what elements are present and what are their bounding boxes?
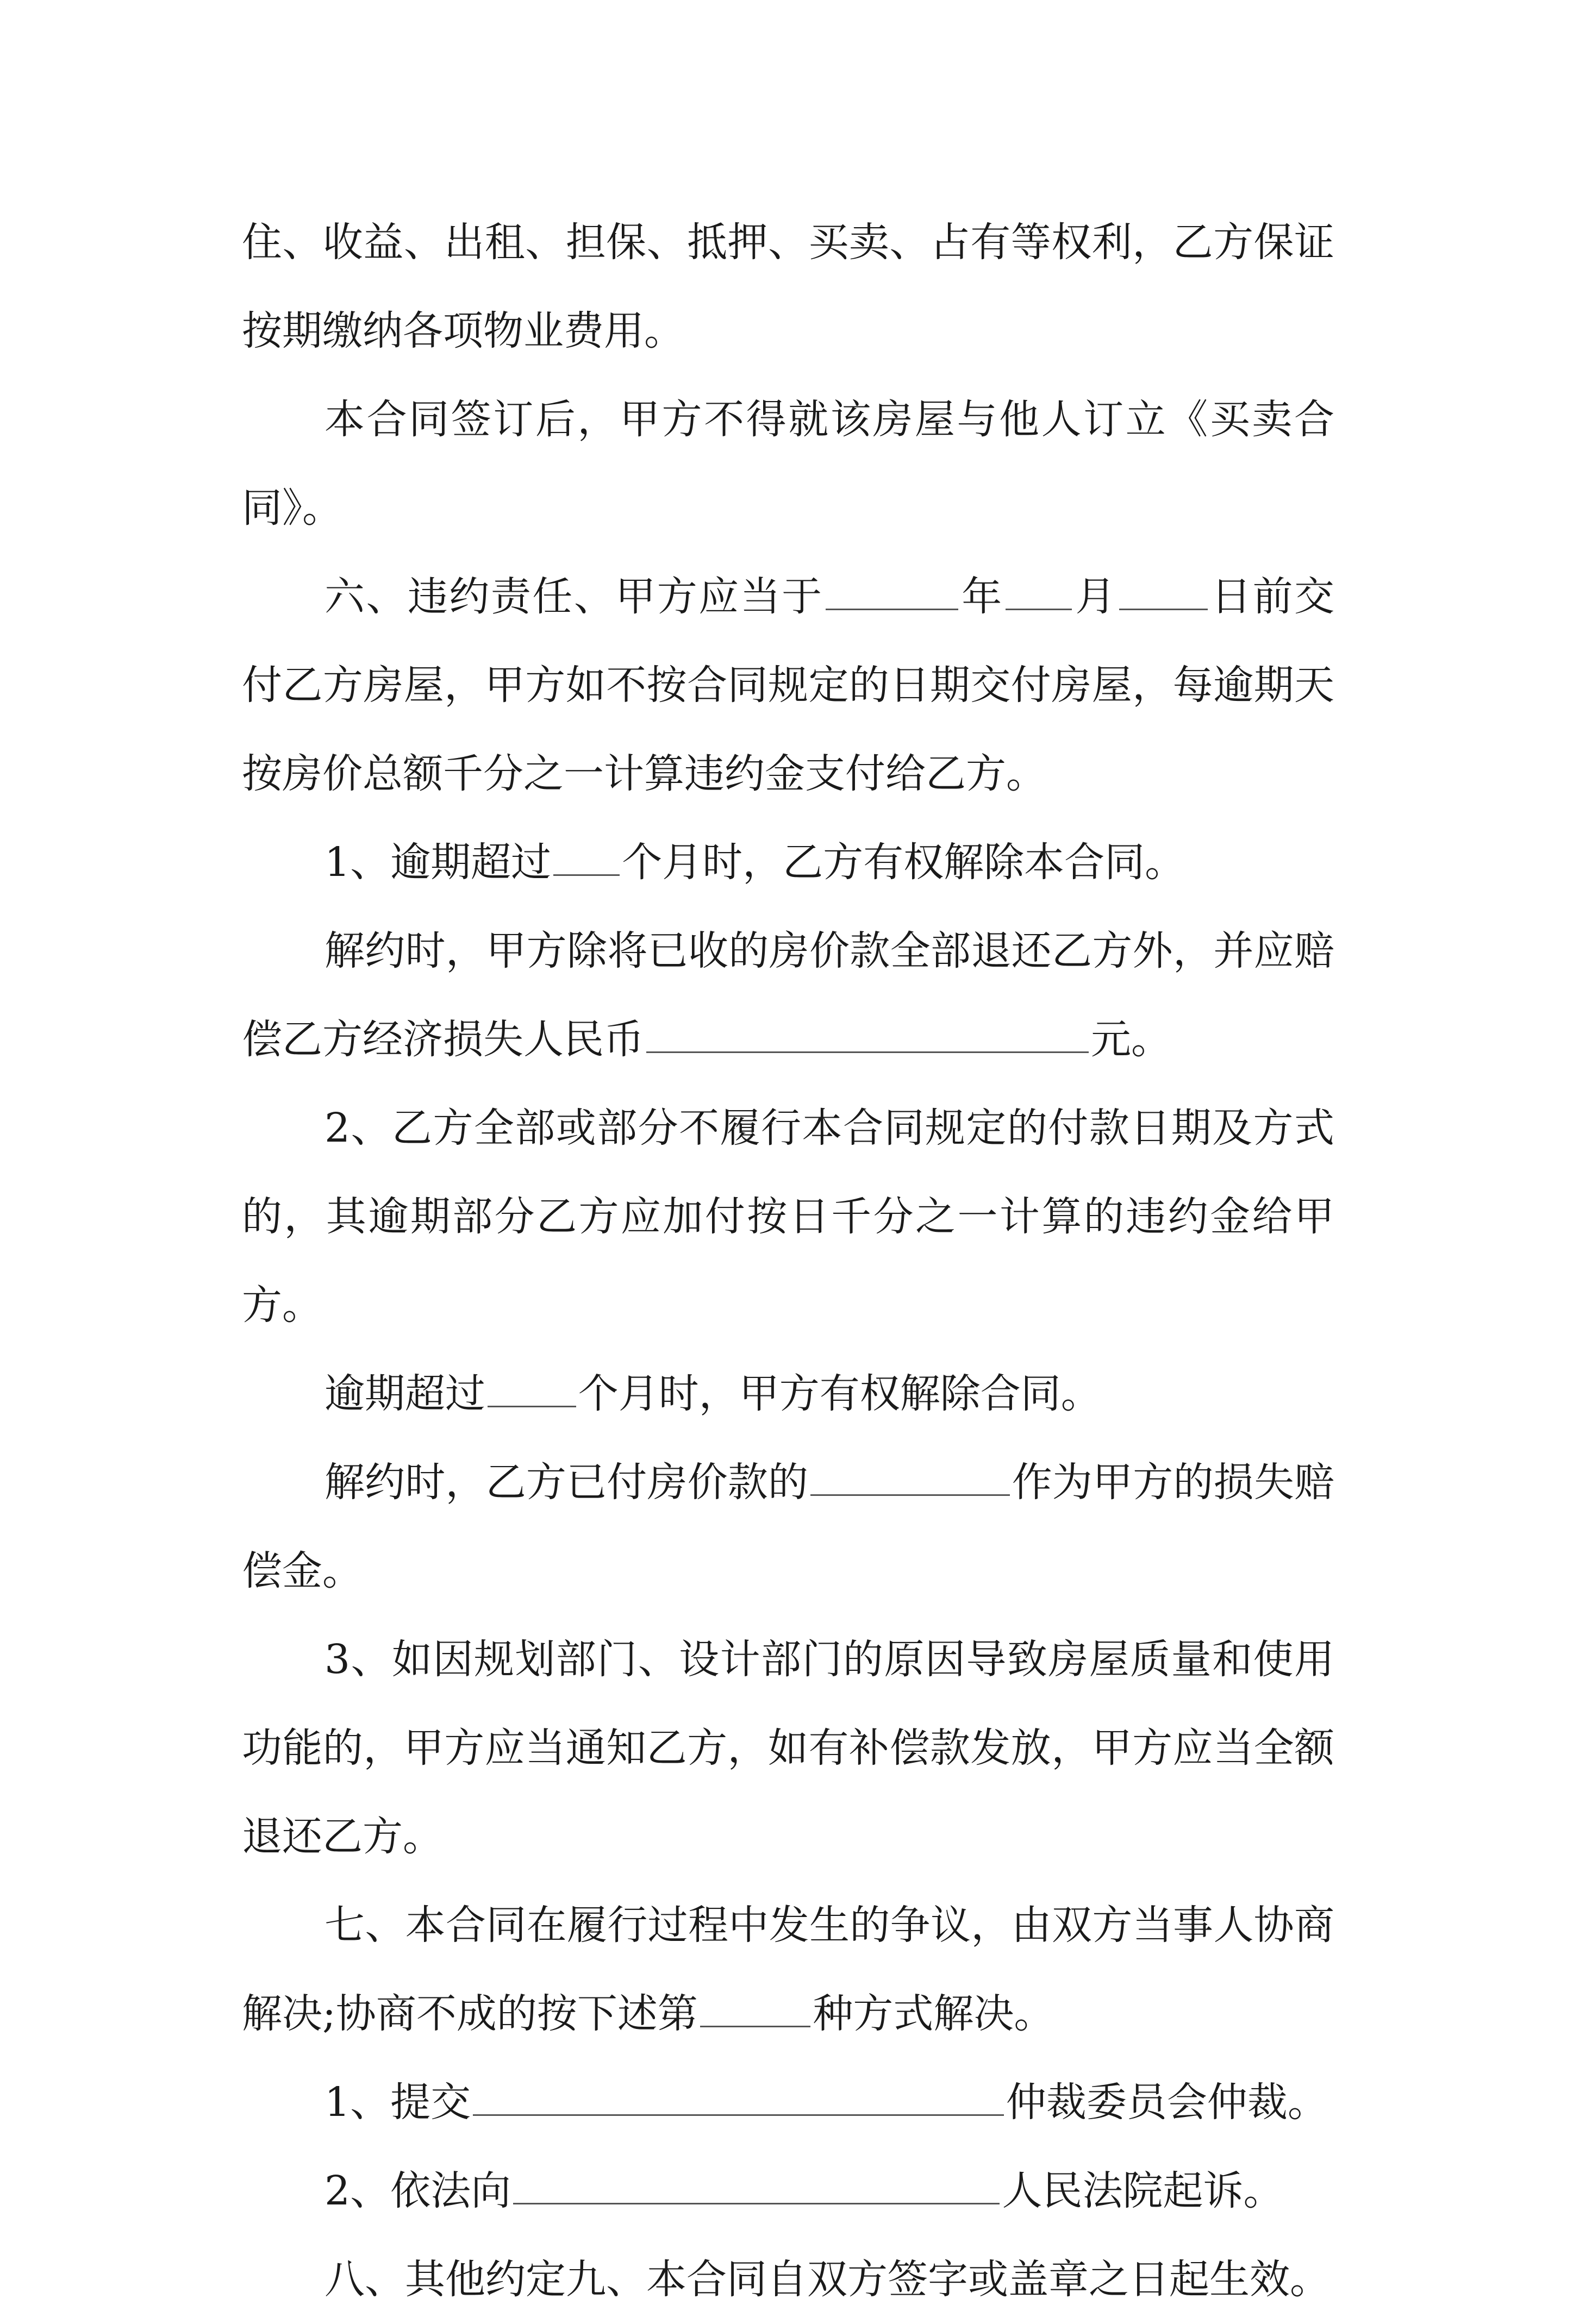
paragraph-text: 本合同签订后，甲方不得就该房屋与他人订立《买卖合同》。 [242,396,1334,531]
contract-paragraph [242,1881,1334,2058]
paragraph-text: 月 [1073,573,1117,620]
paragraph-text: 作为甲方的损失赔偿金。 [242,1459,1335,1594]
paragraph-text: 种方式解决。 [813,1990,1054,2037]
paragraph-text: 1、逾期超过 [324,839,552,886]
contract-paragraph [242,2147,1334,2235]
contract-paragraph [242,818,1334,907]
paragraph-text: 2、依法向 [324,2168,511,2214]
paragraph-text: 八、其他约定九、本合同自双方签字或盖章之日起生效。 [324,2256,1330,2303]
fill-in-blank [488,1370,576,1407]
contract-paragraph [242,2058,1334,2147]
paragraph-text: 年 [960,573,1003,620]
fill-in-blank [700,1990,811,2027]
contract-paragraph [242,1084,1334,1350]
paragraph-text: 日前交付乙方房屋，甲方如不按合同规定的日期交付房屋，每逾期天按房价总额千分之一计算违约金支付给乙方。 [242,573,1335,797]
fill-in-blank [553,838,620,876]
contract-paragraph [242,907,1334,1084]
document-body [242,198,1334,2324]
paragraph-text: 个月时，甲方有权解除合同。 [578,1370,1101,1417]
contract-paragraph [242,198,1334,375]
paragraph-text: 2、乙方全部或部分不履行本合同规定的付款日期及方式的，其逾期部分乙方应加付按日千分之一计算的违约金给甲方。 [242,1105,1334,1329]
contract-paragraph [242,1438,1334,1615]
paragraph-text: 1、提交 [324,2079,471,2126]
paragraph-text: 逾期超过 [324,1370,485,1417]
contract-paragraph [242,1350,1334,1438]
contract-paragraph [242,375,1334,553]
paragraph-text: 六、违约责任、甲方应当于 [324,573,823,620]
paragraph-text: 七、本合同在履行过程中发生的争议，由双方当事人协商解决;协商不成的按下述第 [242,1902,1334,2037]
fill-in-blank [826,573,958,610]
contract-paragraph [242,1615,1334,1881]
paragraph-text: 元。 [1091,1016,1171,1063]
paragraph-text: 仲裁委员会仲裁。 [1006,2079,1328,2126]
fill-in-blank [513,2167,1000,2204]
paragraph-text: 个月时，乙方有权解除本合同。 [622,839,1185,886]
fill-in-blank [1006,573,1072,610]
contract-paragraph [242,553,1334,818]
paragraph-text: 人民法院起诉。 [1002,2168,1284,2214]
paragraph-text: 解约时，乙方已付房价款的 [324,1459,809,1506]
paragraph-text: 3、如因规划部门、设计部门的原因导致房屋质量和使用功能的，甲方应当通知乙方，如有补偿款发放，甲方应当全额退还乙方。 [242,1636,1334,1860]
fill-in-blank [810,1458,1009,1496]
fill-in-blank [646,1016,1089,1053]
paragraph-text: 住、收益、出租、担保、抵押、买卖、占有等权利，乙方保证按期缴纳各项物业费用。 [242,219,1334,354]
fill-in-blank [473,2078,1004,2116]
fill-in-blank [1119,573,1208,610]
paragraph-text: 解约时，甲方除将已收的房价款全部退还乙方外，并应赔偿乙方经济损失人民币 [242,928,1334,1063]
contract-paragraph [242,2235,1334,2324]
